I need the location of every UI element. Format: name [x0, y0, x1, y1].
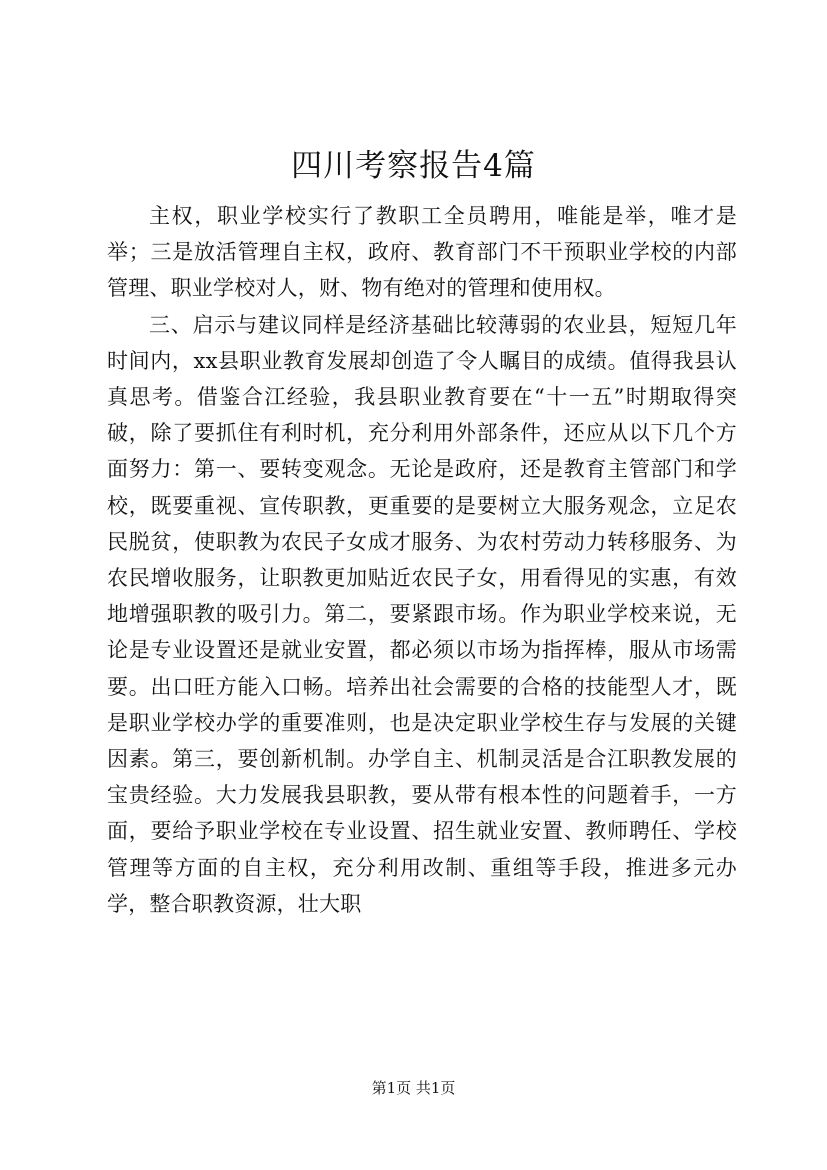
document-title: 四川考察报告4篇: [291, 148, 536, 184]
paragraph: 三、启示与建议同样是经济基础比较薄弱的农业县，短短几年时间内，xx县职业教育发展却创造了令人瞩目的成绩。值得我县认真思考。借鉴合江经验，我县职业教育要在“十一五”时期取得突破，除了要抓住有利时机，充分利用外部条件，还应从以下几个方面努力：第一、要转变观念。无论是政府，还是教育主管部门和学校，既要重视、宣传职教，更重要的是要树立大服务观念，立足农民脱贫，使职教为农民子女成才服务、为农村劳动力转移服务、为农民增收服务，让职教更加贴近农民子女，用看得见的实惠，有效地增强职教的吸引力。第二，要紧跟市场。作为职业学校来说，无论是专业设置还是就业安置，都必须以市场为指挥棒，服从市场需要。出口旺方能入口畅。培养出社会需要的合格的技能型人才，既是职业学校办学的重要准则，也是决定职业学校生存与发展的关键因素。第三，要创新机制。办学自主、机制灵活是合江职教发展的宝贵经验。大力发展我县职教，要从带有根本性的问题着手，一方面，要给予职业学校在专业设置、招生就业安置、教师聘任、学校管理等方面的自主权，充分利用改制、重组等手段，推进多元办学，整合职教资源，壮大职: [107, 312, 737, 916]
paragraph: 主权，职业学校实行了教职工全员聘用，唯能是举，唯才是举；三是放活管理自主权，政府、教育部门不干预职业学校的内部管理、职业学校对人，财、物有绝对的管理和使用权。: [107, 204, 737, 301]
page-footer: 第1页 共1页: [371, 1079, 456, 1097]
document-body: [107, 198, 737, 922]
